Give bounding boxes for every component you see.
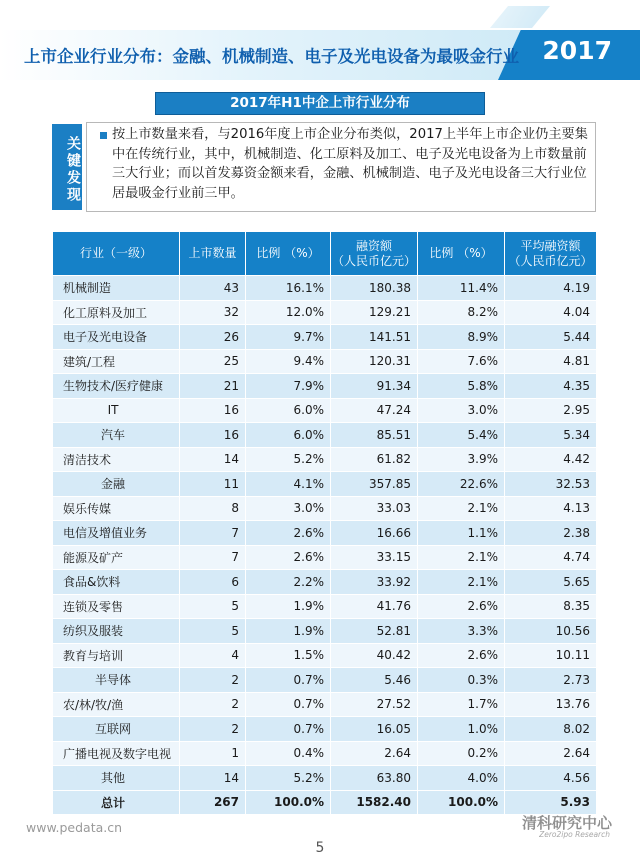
value-cell: 52.81 (331, 619, 418, 644)
table-row (53, 276, 597, 301)
value-cell: 61.82 (331, 447, 418, 472)
value-cell: 5 (180, 594, 246, 619)
value-cell: 2.95 (505, 398, 597, 423)
value-cell: 2 (180, 717, 246, 742)
value-cell: 1 (180, 741, 246, 766)
value-cell: 16 (180, 423, 246, 448)
value-cell: 2.64 (505, 741, 597, 766)
value-cell: 27.52 (331, 692, 418, 717)
value-cell: 5.2% (246, 447, 331, 472)
value-cell: 2.2% (246, 570, 331, 595)
value-cell: 40.42 (331, 643, 418, 668)
value-cell: 21 (180, 374, 246, 399)
value-cell: 7 (180, 521, 246, 546)
table-header-row (53, 232, 597, 276)
column-header-unit: （人民币亿元） (331, 253, 416, 268)
header-decoration (490, 6, 550, 28)
value-cell: 0.3% (418, 668, 505, 693)
column-header-label: 比例 （%） (256, 246, 320, 260)
value-cell: 0.4% (246, 741, 331, 766)
industry-name-cell: 能源及矿产 (53, 545, 180, 570)
column-header-label: 比例 （%） (429, 246, 493, 260)
value-cell: 2.64 (331, 741, 418, 766)
value-cell: 1.9% (246, 619, 331, 644)
value-cell: 85.51 (331, 423, 418, 448)
industry-name-cell: 半导体 (53, 668, 180, 693)
value-cell: 120.31 (331, 349, 418, 374)
value-cell: 5.4% (418, 423, 505, 448)
industry-name-cell: 连锁及零售 (53, 594, 180, 619)
industry-name-cell: 娱乐传媒 (53, 496, 180, 521)
value-cell: 4 (180, 643, 246, 668)
value-cell: 8.35 (505, 594, 597, 619)
value-cell: 5 (180, 619, 246, 644)
value-cell: 5.34 (505, 423, 597, 448)
table-row (53, 349, 597, 374)
value-cell: 2.6% (418, 594, 505, 619)
value-cell: 5.65 (505, 570, 597, 595)
value-cell: 7.9% (246, 374, 331, 399)
value-cell: 2 (180, 668, 246, 693)
value-cell: 141.51 (331, 325, 418, 350)
value-cell: 1.5% (246, 643, 331, 668)
industry-name-cell: 纺织及服装 (53, 619, 180, 644)
value-cell: 2.6% (246, 521, 331, 546)
value-cell: 8.9% (418, 325, 505, 350)
value-cell: 3.0% (246, 496, 331, 521)
table-row (53, 325, 597, 350)
industry-name-cell: 金融 (53, 472, 180, 497)
value-cell: 14 (180, 447, 246, 472)
value-cell: 0.2% (418, 741, 505, 766)
industry-name-cell: 广播电视及数字电视 (53, 741, 180, 766)
value-cell: 33.92 (331, 570, 418, 595)
value-cell: 5.44 (505, 325, 597, 350)
value-cell: 1.9% (246, 594, 331, 619)
value-cell: 3.0% (418, 398, 505, 423)
value-cell: 2.1% (418, 496, 505, 521)
value-cell: 4.19 (505, 276, 597, 301)
footer-url: www.pedata.cn (26, 820, 123, 835)
value-cell: 32 (180, 300, 246, 325)
value-cell: 33.03 (331, 496, 418, 521)
industry-name-cell: 食品&饮料 (53, 570, 180, 595)
value-cell: 16.05 (331, 717, 418, 742)
value-cell: 13.76 (505, 692, 597, 717)
value-cell: 9.4% (246, 349, 331, 374)
value-cell: 63.80 (331, 766, 418, 791)
column-header-label: 行业（一级） (79, 246, 152, 260)
industry-name-cell: 机械制造 (53, 276, 180, 301)
key-findings-label: 关键发现 (52, 124, 82, 210)
value-cell: 32.53 (505, 472, 597, 497)
column-header (418, 232, 505, 276)
value-cell: 2.38 (505, 521, 597, 546)
value-cell: 11.4% (418, 276, 505, 301)
table-row (53, 521, 597, 546)
table-row (53, 717, 597, 742)
industry-name-cell: 化工原料及加工 (53, 300, 180, 325)
header-year: 2017 (542, 36, 612, 65)
value-cell: 0.7% (246, 717, 331, 742)
value-cell: 16.66 (331, 521, 418, 546)
value-cell: 10.56 (505, 619, 597, 644)
key-findings-body: 按上市数量来看，与2016年度上市企业分布类似，2017上半年上市企业仍主要集中在传统行业，其中，机械制造、化工原料及加工、电子及光电设备为上市数量前三大行业；而以首发募资金额来看，金融、机械制造、电子及光电设备三大行业位居最吸金行业前三甲。 (112, 127, 588, 201)
value-cell: 1.7% (418, 692, 505, 717)
footer-brand-logo: 清科研究中心 (521, 814, 612, 832)
value-cell: 14 (180, 766, 246, 791)
bullet-square-icon (100, 132, 107, 139)
column-header (331, 232, 418, 276)
column-header (180, 232, 246, 276)
value-cell: 2 (180, 692, 246, 717)
total-label-cell: 总计 (53, 790, 180, 815)
industry-name-cell: 建筑/工程 (53, 349, 180, 374)
value-cell: 11 (180, 472, 246, 497)
value-cell: 16.1% (246, 276, 331, 301)
key-findings-text (112, 125, 590, 203)
value-cell: 4.35 (505, 374, 597, 399)
table-row (53, 594, 597, 619)
value-cell: 8 (180, 496, 246, 521)
table-row (53, 472, 597, 497)
industry-name-cell: 教育与培训 (53, 643, 180, 668)
value-cell: 33.15 (331, 545, 418, 570)
value-cell: 4.04 (505, 300, 597, 325)
value-cell: 2.1% (418, 545, 505, 570)
value-cell: 2.1% (418, 570, 505, 595)
table-subtitle: 2017年H1中企上市行业分布 (155, 92, 485, 115)
value-cell: 6.0% (246, 398, 331, 423)
value-cell: 5.8% (418, 374, 505, 399)
total-value-cell: 1582.40 (331, 790, 418, 815)
value-cell: 4.81 (505, 349, 597, 374)
value-cell: 43 (180, 276, 246, 301)
footer-brand-english: Zero2ipo Research (539, 830, 610, 839)
industry-name-cell: 农/林/牧/渔 (53, 692, 180, 717)
value-cell: 5.2% (246, 766, 331, 791)
value-cell: 10.11 (505, 643, 597, 668)
table-row (53, 668, 597, 693)
value-cell: 6.0% (246, 423, 331, 448)
value-cell: 9.7% (246, 325, 331, 350)
value-cell: 4.13 (505, 496, 597, 521)
value-cell: 26 (180, 325, 246, 350)
total-value-cell: 100.0% (246, 790, 331, 815)
value-cell: 4.74 (505, 545, 597, 570)
page-title: 上市企业行业分布：金融、机械制造、电子及光电设备为最吸金行业 (24, 47, 519, 66)
table-row (53, 643, 597, 668)
value-cell: 3.3% (418, 619, 505, 644)
industry-name-cell: 清洁技术 (53, 447, 180, 472)
table-total-row (53, 790, 597, 815)
value-cell: 4.1% (246, 472, 331, 497)
value-cell: 16 (180, 398, 246, 423)
value-cell: 4.42 (505, 447, 597, 472)
value-cell: 47.24 (331, 398, 418, 423)
value-cell: 3.9% (418, 447, 505, 472)
value-cell: 2.6% (246, 545, 331, 570)
table-row (53, 766, 597, 791)
industry-name-cell: 互联网 (53, 717, 180, 742)
table-row (53, 619, 597, 644)
value-cell: 22.6% (418, 472, 505, 497)
table-row (53, 300, 597, 325)
column-header-label: 上市数量 (188, 246, 237, 260)
column-header (246, 232, 331, 276)
industry-name-cell: 生物技术/医疗健康 (53, 374, 180, 399)
table-body (53, 276, 597, 815)
value-cell: 2.73 (505, 668, 597, 693)
table-row (53, 496, 597, 521)
industry-name-cell: IT (53, 398, 180, 423)
value-cell: 1.1% (418, 521, 505, 546)
column-header (505, 232, 597, 276)
value-cell: 91.34 (331, 374, 418, 399)
page-number: 5 (315, 840, 325, 856)
table-row (53, 741, 597, 766)
table-row (53, 374, 597, 399)
total-value-cell: 5.93 (505, 790, 597, 815)
industry-name-cell: 电信及增值业务 (53, 521, 180, 546)
value-cell: 180.38 (331, 276, 418, 301)
total-value-cell: 267 (180, 790, 246, 815)
table-row (53, 398, 597, 423)
table-row (53, 447, 597, 472)
total-value-cell: 100.0% (418, 790, 505, 815)
value-cell: 0.7% (246, 668, 331, 693)
table-row (53, 570, 597, 595)
column-header (53, 232, 180, 276)
value-cell: 7.6% (418, 349, 505, 374)
value-cell: 1.0% (418, 717, 505, 742)
column-header-label: 平均融资额 (520, 238, 581, 253)
value-cell: 357.85 (331, 472, 418, 497)
table-row (53, 545, 597, 570)
column-header-unit: （人民币亿元） (508, 253, 593, 268)
value-cell: 25 (180, 349, 246, 374)
industry-name-cell: 汽车 (53, 423, 180, 448)
value-cell: 8.02 (505, 717, 597, 742)
value-cell: 4.56 (505, 766, 597, 791)
table-row (53, 692, 597, 717)
value-cell: 2.6% (418, 643, 505, 668)
table-row (53, 423, 597, 448)
value-cell: 5.46 (331, 668, 418, 693)
value-cell: 12.0% (246, 300, 331, 325)
industry-distribution-table (52, 231, 597, 815)
value-cell: 8.2% (418, 300, 505, 325)
industry-name-cell: 电子及光电设备 (53, 325, 180, 350)
value-cell: 0.7% (246, 692, 331, 717)
value-cell: 129.21 (331, 300, 418, 325)
industry-name-cell: 其他 (53, 766, 180, 791)
value-cell: 7 (180, 545, 246, 570)
value-cell: 41.76 (331, 594, 418, 619)
value-cell: 6 (180, 570, 246, 595)
column-header-label: 融资额 (355, 238, 392, 253)
value-cell: 4.0% (418, 766, 505, 791)
